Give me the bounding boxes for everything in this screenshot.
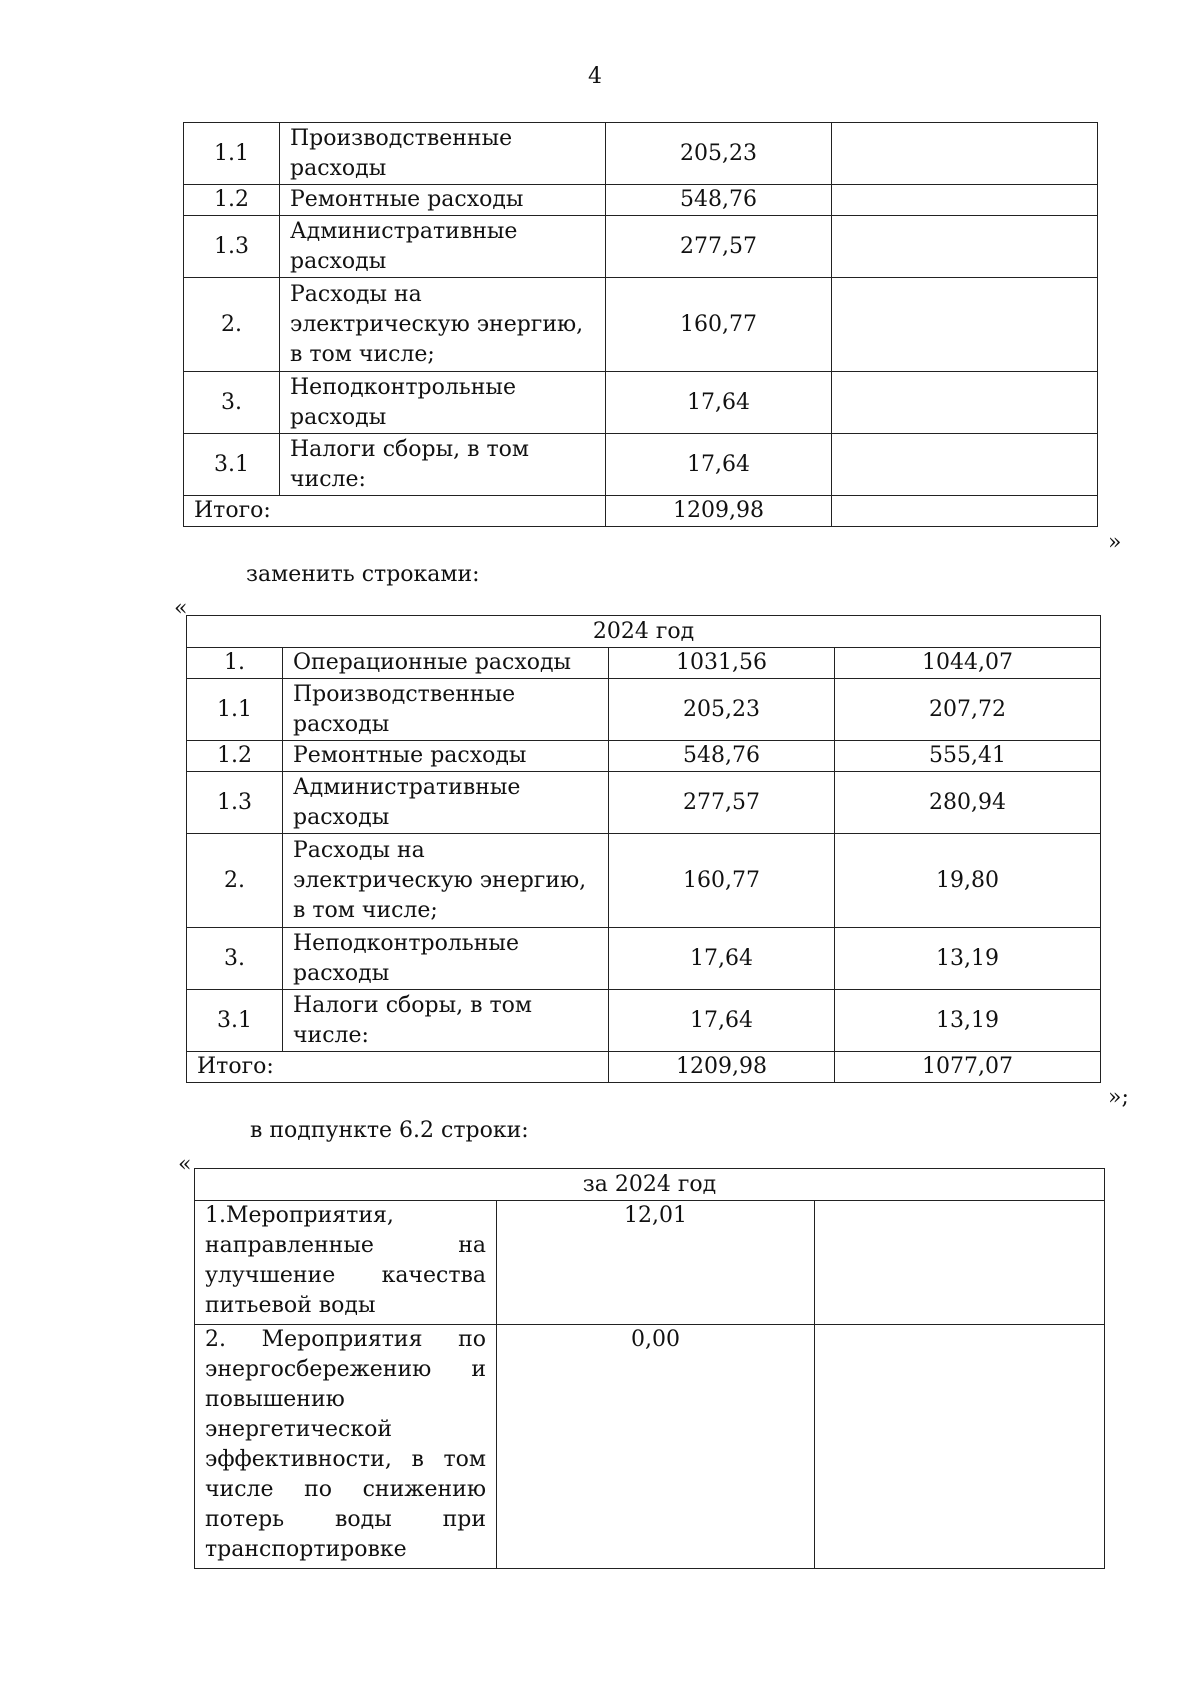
table-row: [184, 372, 1098, 434]
row-value-2: 19,80: [835, 834, 1101, 928]
instruction-text: заменить строками:: [246, 562, 480, 587]
row-value-2: 13,19: [835, 990, 1101, 1052]
table-3: [194, 1168, 1105, 1569]
opening-quote: «: [174, 596, 188, 621]
total-value-1: 1209,98: [609, 1052, 835, 1083]
table-row: [184, 185, 1098, 216]
row-number: 3.1: [187, 990, 283, 1052]
row-value-2: [815, 1325, 1105, 1569]
table-row: [187, 741, 1101, 772]
row-value-1: 0,00: [497, 1325, 815, 1569]
row-number: 1.2: [187, 741, 283, 772]
row-number: 1.1: [187, 679, 283, 741]
row-value-2: 1044,07: [835, 648, 1101, 679]
row-number: 1.3: [184, 216, 280, 278]
total-value-1: 1209,98: [606, 496, 832, 527]
row-name: Производственные расходы: [280, 123, 606, 185]
row-value-2: 207,72: [835, 679, 1101, 741]
row-number: 3.1: [184, 434, 280, 496]
row-name: Административные расходы: [283, 772, 609, 834]
row-name: 1.Мероприятия, направленные на улучшение качества питьевой воды: [195, 1201, 497, 1325]
row-value-2: [815, 1201, 1105, 1325]
table-row: [187, 990, 1101, 1052]
row-value-1: 205,23: [609, 679, 835, 741]
row-value-1: 277,57: [609, 772, 835, 834]
total-label: Итого:: [184, 496, 606, 527]
instruction-text: в подпункте 6.2 строки:: [250, 1118, 529, 1143]
table-row: [184, 123, 1098, 185]
row-name: Неподконтрольные расходы: [283, 928, 609, 990]
row-name: Операционные расходы: [283, 648, 609, 679]
table-row: [184, 434, 1098, 496]
table-header: 2024 год: [187, 616, 1101, 648]
row-value-2: [832, 372, 1098, 434]
table-row: [187, 679, 1101, 741]
total-row: [187, 1052, 1101, 1083]
table-row: [184, 216, 1098, 278]
table-row: [187, 772, 1101, 834]
row-name: 2. Мероприятия по энергосбережению и повышению энергетической эффективности, в том числе по снижению потерь воды при транспортировке: [195, 1325, 497, 1569]
row-value-1: 160,77: [609, 834, 835, 928]
row-name: Налоги сборы, в том числе:: [280, 434, 606, 496]
table-row: [187, 648, 1101, 679]
row-number: 3.: [184, 372, 280, 434]
row-value-1: 548,76: [606, 185, 832, 216]
total-value-2: 1077,07: [835, 1052, 1101, 1083]
row-value-2: 13,19: [835, 928, 1101, 990]
row-name: Расходы на электрическую энергию, в том числе;: [283, 834, 609, 928]
row-value-1: 160,77: [606, 278, 832, 372]
row-value-2: [832, 185, 1098, 216]
row-name: Неподконтрольные расходы: [280, 372, 606, 434]
table-row: [195, 1325, 1105, 1569]
table-2: [186, 615, 1101, 1083]
closing-quote: »: [1108, 530, 1122, 555]
row-value-1: 277,57: [606, 216, 832, 278]
table-header-row: [195, 1169, 1105, 1201]
page-number: 4: [588, 64, 602, 89]
opening-quote: «: [178, 1152, 192, 1177]
row-number: 1.3: [187, 772, 283, 834]
row-name: Ремонтные расходы: [283, 741, 609, 772]
row-number: 1.: [187, 648, 283, 679]
row-number: 2.: [187, 834, 283, 928]
table-header-row: [187, 616, 1101, 648]
row-name: Производственные расходы: [283, 679, 609, 741]
row-value-2: [832, 123, 1098, 185]
row-value-1: 17,64: [606, 372, 832, 434]
table-row: [187, 834, 1101, 928]
row-value-2: 280,94: [835, 772, 1101, 834]
row-name: Ремонтные расходы: [280, 185, 606, 216]
row-value-1: 12,01: [497, 1201, 815, 1325]
row-value-2: 555,41: [835, 741, 1101, 772]
closing-quote: »;: [1108, 1085, 1129, 1110]
row-name: Налоги сборы, в том числе:: [283, 990, 609, 1052]
row-number: 3.: [187, 928, 283, 990]
row-number: 1.2: [184, 185, 280, 216]
row-value-2: [832, 434, 1098, 496]
row-value-2: [832, 278, 1098, 372]
table-header: за 2024 год: [195, 1169, 1105, 1201]
table-row: [184, 278, 1098, 372]
table-1: [183, 122, 1098, 527]
row-name: Расходы на электрическую энергию, в том числе;: [280, 278, 606, 372]
row-name: Административные расходы: [280, 216, 606, 278]
row-value-1: 1031,56: [609, 648, 835, 679]
total-value-2: [832, 496, 1098, 527]
row-value-2: [832, 216, 1098, 278]
table-row: [195, 1201, 1105, 1325]
row-number: 2.: [184, 278, 280, 372]
table-row: [187, 928, 1101, 990]
row-value-1: 17,64: [609, 990, 835, 1052]
total-label: Итого:: [187, 1052, 609, 1083]
row-value-1: 548,76: [609, 741, 835, 772]
row-value-1: 205,23: [606, 123, 832, 185]
total-row: [184, 496, 1098, 527]
row-value-1: 17,64: [606, 434, 832, 496]
row-number: 1.1: [184, 123, 280, 185]
row-value-1: 17,64: [609, 928, 835, 990]
